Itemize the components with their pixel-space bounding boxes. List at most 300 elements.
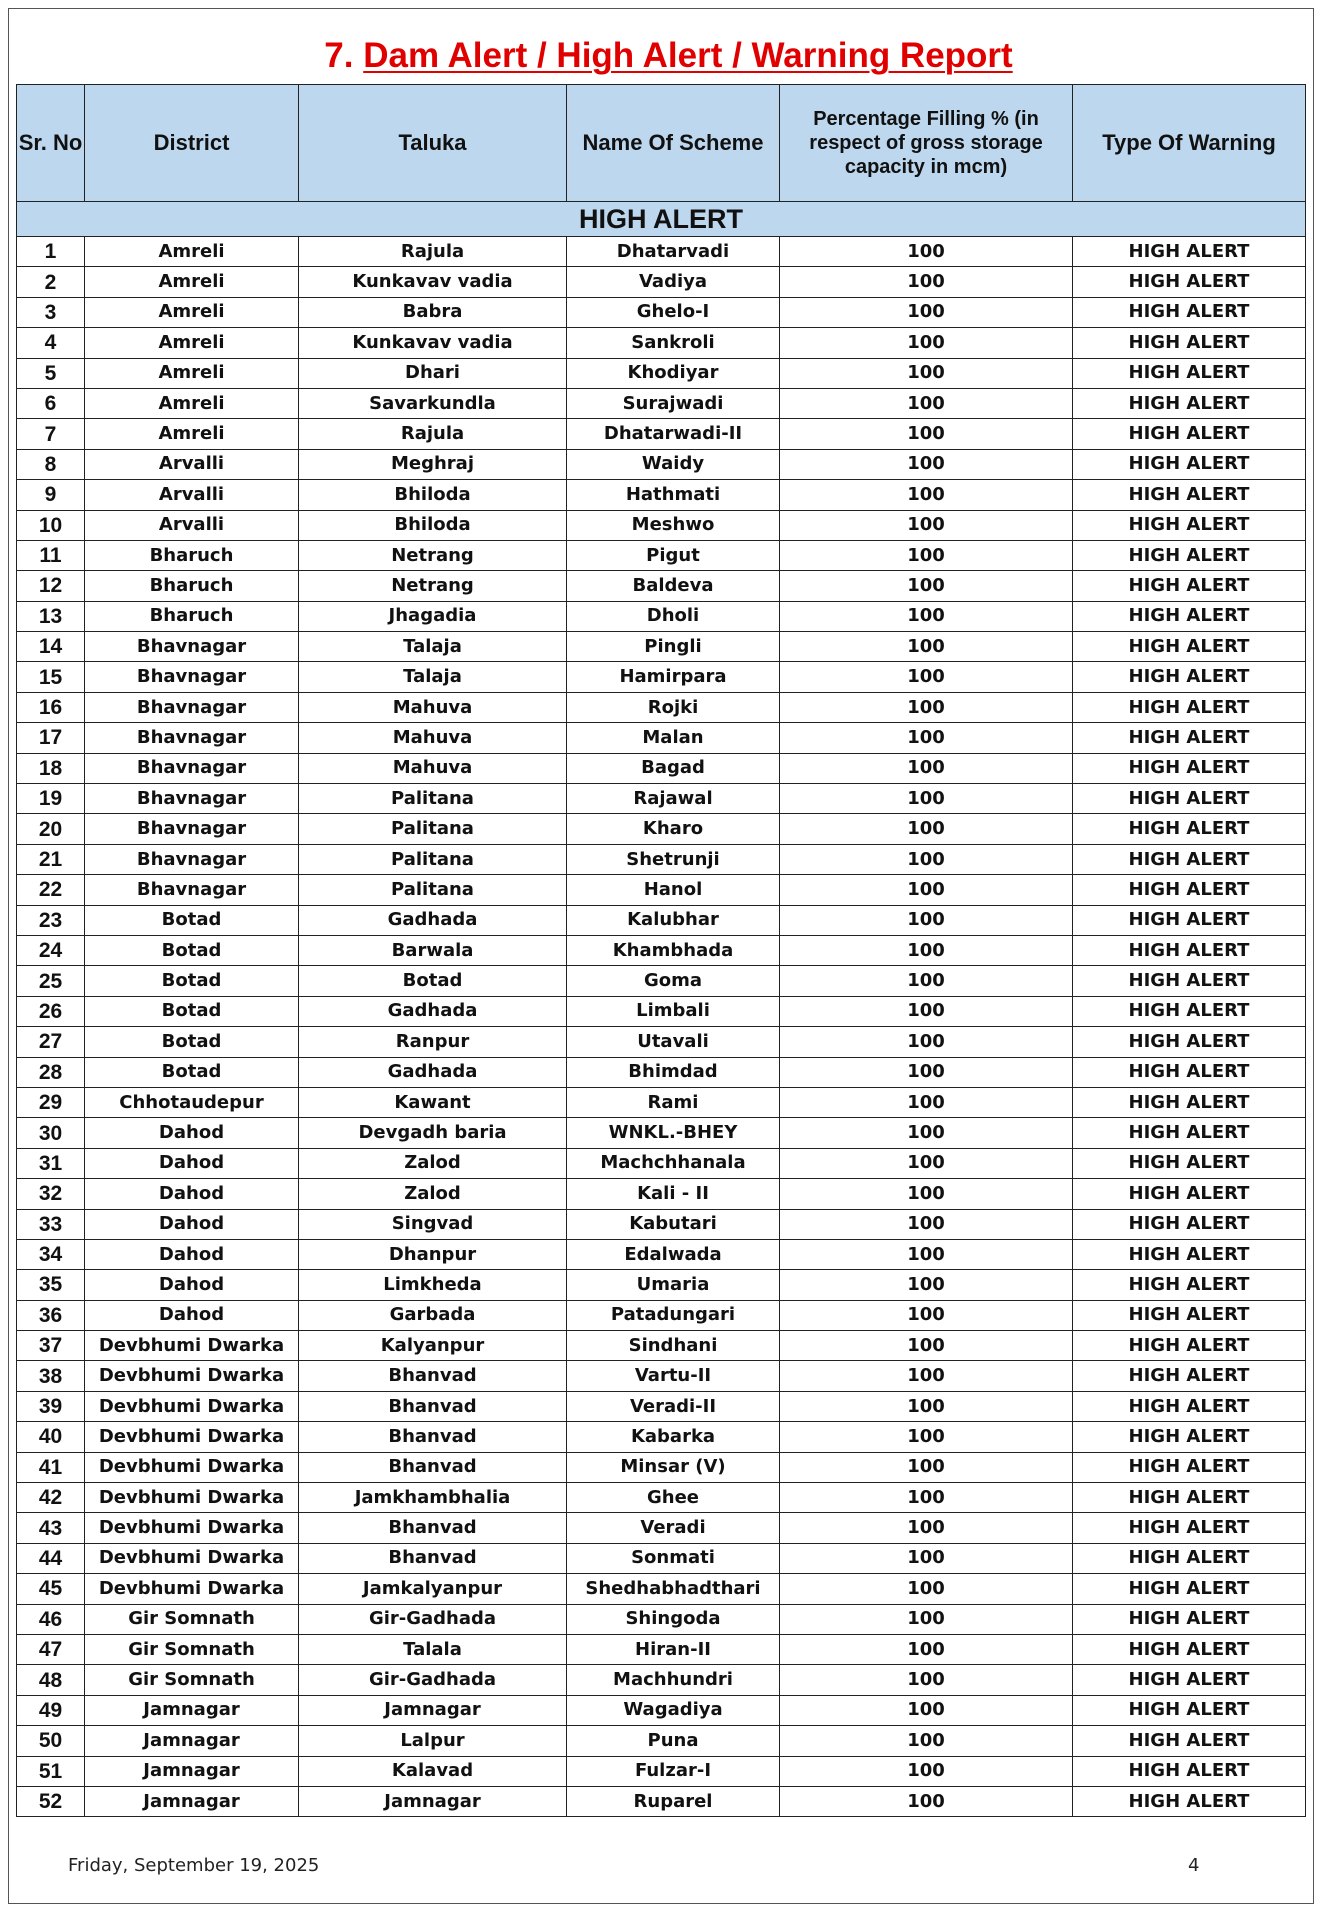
cell-district: Devbhumi Dwarka <box>85 1452 299 1482</box>
cell-district: Dahod <box>85 1239 299 1269</box>
cell-sr-no: 47 <box>17 1634 85 1664</box>
table-row <box>17 692 1306 722</box>
cell-scheme: Pigut <box>567 540 780 570</box>
cell-taluka: Jamnagar <box>299 1786 567 1816</box>
cell-percentage: 100 <box>780 328 1073 358</box>
table-row <box>17 510 1306 540</box>
cell-percentage: 100 <box>780 237 1073 267</box>
cell-percentage: 100 <box>780 662 1073 692</box>
cell-warning: HIGH ALERT <box>1073 1361 1306 1391</box>
table-row <box>17 1422 1306 1452</box>
table-row <box>17 784 1306 814</box>
table-row <box>17 1483 1306 1513</box>
cell-scheme: Fulzar-I <box>567 1756 780 1786</box>
cell-warning: HIGH ALERT <box>1073 1179 1306 1209</box>
cell-taluka: Limkheda <box>299 1270 567 1300</box>
cell-taluka: Dhari <box>299 358 567 388</box>
cell-taluka: Zalod <box>299 1179 567 1209</box>
table-row <box>17 996 1306 1026</box>
cell-percentage: 100 <box>780 1665 1073 1695</box>
cell-district: Bhavnagar <box>85 844 299 874</box>
cell-percentage: 100 <box>780 1148 1073 1178</box>
table-row <box>17 1239 1306 1269</box>
cell-taluka: Rajula <box>299 237 567 267</box>
cell-percentage: 100 <box>780 1543 1073 1573</box>
cell-taluka: Bhiloda <box>299 510 567 540</box>
cell-sr-no: 16 <box>17 692 85 722</box>
table-body <box>17 237 1306 1817</box>
cell-district: Devbhumi Dwarka <box>85 1483 299 1513</box>
footer-date: Friday, September 19, 2025 <box>68 1855 320 1876</box>
cell-scheme: Shetrunji <box>567 844 780 874</box>
cell-sr-no: 10 <box>17 510 85 540</box>
header-percentage: Percentage Filling % (in respect of gross storage capacity in mcm) <box>780 85 1073 202</box>
header-scheme: Name Of Scheme <box>567 85 780 202</box>
table-row <box>17 1574 1306 1604</box>
table-row <box>17 480 1306 510</box>
cell-warning: HIGH ALERT <box>1073 1270 1306 1300</box>
cell-taluka: Bhanvad <box>299 1422 567 1452</box>
table-row <box>17 1300 1306 1330</box>
cell-scheme: Bagad <box>567 753 780 783</box>
cell-scheme: Machchhanala <box>567 1148 780 1178</box>
cell-sr-no: 38 <box>17 1361 85 1391</box>
cell-scheme: Kabarka <box>567 1422 780 1452</box>
cell-warning: HIGH ALERT <box>1073 1452 1306 1482</box>
cell-warning: HIGH ALERT <box>1073 1513 1306 1543</box>
cell-scheme: Hanol <box>567 875 780 905</box>
cell-scheme: Sonmati <box>567 1543 780 1573</box>
cell-warning: HIGH ALERT <box>1073 662 1306 692</box>
cell-sr-no: 29 <box>17 1087 85 1117</box>
cell-percentage: 100 <box>780 814 1073 844</box>
cell-warning: HIGH ALERT <box>1073 632 1306 662</box>
cell-percentage: 100 <box>780 1513 1073 1543</box>
cell-scheme: Vartu-II <box>567 1361 780 1391</box>
cell-taluka: Gir-Gadhada <box>299 1665 567 1695</box>
cell-taluka: Gadhada <box>299 996 567 1026</box>
cell-district: Botad <box>85 1027 299 1057</box>
cell-scheme: Ghelo-I <box>567 297 780 327</box>
cell-sr-no: 22 <box>17 875 85 905</box>
cell-warning: HIGH ALERT <box>1073 1057 1306 1087</box>
table-row <box>17 1361 1306 1391</box>
cell-scheme: Goma <box>567 966 780 996</box>
cell-percentage: 100 <box>780 1209 1073 1239</box>
cell-sr-no: 6 <box>17 388 85 418</box>
cell-district: Botad <box>85 996 299 1026</box>
cell-percentage: 100 <box>780 1239 1073 1269</box>
table-row <box>17 1604 1306 1634</box>
page-number: 4 <box>1188 1855 1200 1876</box>
cell-percentage: 100 <box>780 1422 1073 1452</box>
cell-percentage: 100 <box>780 632 1073 662</box>
cell-sr-no: 44 <box>17 1543 85 1573</box>
cell-scheme: Sankroli <box>567 328 780 358</box>
cell-percentage: 100 <box>780 1726 1073 1756</box>
cell-warning: HIGH ALERT <box>1073 267 1306 297</box>
cell-scheme: Hiran-II <box>567 1634 780 1664</box>
cell-taluka: Bhanvad <box>299 1391 567 1421</box>
cell-district: Bhavnagar <box>85 784 299 814</box>
cell-district: Jamnagar <box>85 1786 299 1816</box>
cell-sr-no: 9 <box>17 480 85 510</box>
cell-sr-no: 18 <box>17 753 85 783</box>
cell-taluka: Barwala <box>299 935 567 965</box>
cell-scheme: Pingli <box>567 632 780 662</box>
cell-scheme: Patadungari <box>567 1300 780 1330</box>
header-warning: Type Of Warning <box>1073 85 1306 202</box>
cell-taluka: Gadhada <box>299 905 567 935</box>
cell-sr-no: 34 <box>17 1239 85 1269</box>
cell-percentage: 100 <box>780 905 1073 935</box>
cell-sr-no: 28 <box>17 1057 85 1087</box>
cell-district: Arvalli <box>85 449 299 479</box>
cell-taluka: Palitana <box>299 784 567 814</box>
cell-percentage: 100 <box>780 753 1073 783</box>
cell-district: Botad <box>85 905 299 935</box>
cell-sr-no: 3 <box>17 297 85 327</box>
cell-district: Dahod <box>85 1179 299 1209</box>
table-row <box>17 601 1306 631</box>
cell-warning: HIGH ALERT <box>1073 1726 1306 1756</box>
cell-scheme: Edalwada <box>567 1239 780 1269</box>
cell-percentage: 100 <box>780 935 1073 965</box>
table-row <box>17 1057 1306 1087</box>
cell-scheme: Dhatarvadi <box>567 237 780 267</box>
cell-taluka: Mahuva <box>299 753 567 783</box>
cell-district: Bhavnagar <box>85 875 299 905</box>
cell-scheme: Shedhabhadthari <box>567 1574 780 1604</box>
cell-district: Botad <box>85 966 299 996</box>
cell-scheme: Rajawal <box>567 784 780 814</box>
table-row <box>17 1118 1306 1148</box>
cell-taluka: Jamkhambhalia <box>299 1483 567 1513</box>
cell-scheme: Baldeva <box>567 571 780 601</box>
cell-sr-no: 33 <box>17 1209 85 1239</box>
cell-district: Amreli <box>85 237 299 267</box>
cell-percentage: 100 <box>780 1756 1073 1786</box>
cell-warning: HIGH ALERT <box>1073 1148 1306 1178</box>
table-row <box>17 1027 1306 1057</box>
cell-district: Devbhumi Dwarka <box>85 1543 299 1573</box>
cell-taluka: Meghraj <box>299 449 567 479</box>
cell-warning: HIGH ALERT <box>1073 601 1306 631</box>
cell-percentage: 100 <box>780 1057 1073 1087</box>
cell-district: Devbhumi Dwarka <box>85 1361 299 1391</box>
header-district: District <box>85 85 299 202</box>
table-row <box>17 571 1306 601</box>
cell-sr-no: 32 <box>17 1179 85 1209</box>
title-text: Dam Alert / High Alert / Warning Report <box>363 36 1013 75</box>
cell-scheme: Khodiyar <box>567 358 780 388</box>
cell-sr-no: 31 <box>17 1148 85 1178</box>
cell-district: Bhavnagar <box>85 753 299 783</box>
cell-sr-no: 4 <box>17 328 85 358</box>
cell-scheme: Dholi <box>567 601 780 631</box>
table-row <box>17 1209 1306 1239</box>
section-row <box>17 202 1306 237</box>
cell-warning: HIGH ALERT <box>1073 388 1306 418</box>
cell-percentage: 100 <box>780 1179 1073 1209</box>
cell-sr-no: 14 <box>17 632 85 662</box>
cell-percentage: 100 <box>780 1452 1073 1482</box>
cell-scheme: Dhatarwadi-II <box>567 419 780 449</box>
cell-district: Devbhumi Dwarka <box>85 1331 299 1361</box>
cell-sr-no: 25 <box>17 966 85 996</box>
cell-percentage: 100 <box>780 297 1073 327</box>
cell-scheme: Umaria <box>567 1270 780 1300</box>
cell-district: Devbhumi Dwarka <box>85 1513 299 1543</box>
cell-percentage: 100 <box>780 449 1073 479</box>
table-row <box>17 1391 1306 1421</box>
cell-percentage: 100 <box>780 510 1073 540</box>
cell-district: Chhotaudepur <box>85 1087 299 1117</box>
cell-warning: HIGH ALERT <box>1073 328 1306 358</box>
cell-warning: HIGH ALERT <box>1073 753 1306 783</box>
cell-percentage: 100 <box>780 723 1073 753</box>
cell-scheme: Kharo <box>567 814 780 844</box>
cell-percentage: 100 <box>780 1574 1073 1604</box>
cell-taluka: Kalyanpur <box>299 1331 567 1361</box>
cell-warning: HIGH ALERT <box>1073 1574 1306 1604</box>
table-row <box>17 844 1306 874</box>
table-row <box>17 449 1306 479</box>
cell-district: Dahod <box>85 1118 299 1148</box>
cell-scheme: Puna <box>567 1726 780 1756</box>
cell-percentage: 100 <box>780 1270 1073 1300</box>
table-row <box>17 632 1306 662</box>
table-row <box>17 358 1306 388</box>
cell-district: Bhavnagar <box>85 632 299 662</box>
cell-sr-no: 11 <box>17 540 85 570</box>
cell-sr-no: 21 <box>17 844 85 874</box>
cell-taluka: Kunkavav vadia <box>299 267 567 297</box>
cell-warning: HIGH ALERT <box>1073 996 1306 1026</box>
cell-district: Bhavnagar <box>85 692 299 722</box>
cell-warning: HIGH ALERT <box>1073 784 1306 814</box>
cell-scheme: Rami <box>567 1087 780 1117</box>
cell-warning: HIGH ALERT <box>1073 844 1306 874</box>
cell-district: Jamnagar <box>85 1756 299 1786</box>
cell-taluka: Bhanvad <box>299 1543 567 1573</box>
cell-taluka: Savarkundla <box>299 388 567 418</box>
cell-warning: HIGH ALERT <box>1073 1391 1306 1421</box>
table-row <box>17 1786 1306 1816</box>
cell-sr-no: 13 <box>17 601 85 631</box>
cell-percentage: 100 <box>780 966 1073 996</box>
cell-percentage: 100 <box>780 1695 1073 1725</box>
table-header-row <box>17 85 1306 202</box>
cell-sr-no: 2 <box>17 267 85 297</box>
table-row <box>17 723 1306 753</box>
cell-warning: HIGH ALERT <box>1073 1422 1306 1452</box>
cell-taluka: Bhiloda <box>299 480 567 510</box>
cell-warning: HIGH ALERT <box>1073 1209 1306 1239</box>
cell-warning: HIGH ALERT <box>1073 480 1306 510</box>
cell-warning: HIGH ALERT <box>1073 1786 1306 1816</box>
table-row <box>17 753 1306 783</box>
cell-scheme: Bhimdad <box>567 1057 780 1087</box>
cell-taluka: Ranpur <box>299 1027 567 1057</box>
cell-percentage: 100 <box>780 540 1073 570</box>
cell-district: Bhavnagar <box>85 662 299 692</box>
cell-warning: HIGH ALERT <box>1073 1087 1306 1117</box>
cell-percentage: 100 <box>780 1331 1073 1361</box>
table-row <box>17 419 1306 449</box>
cell-scheme: Veradi-II <box>567 1391 780 1421</box>
cell-taluka: Zalod <box>299 1148 567 1178</box>
cell-taluka: Bhanvad <box>299 1361 567 1391</box>
cell-sr-no: 37 <box>17 1331 85 1361</box>
cell-taluka: Netrang <box>299 571 567 601</box>
cell-taluka: Talala <box>299 1634 567 1664</box>
cell-warning: HIGH ALERT <box>1073 692 1306 722</box>
cell-taluka: Netrang <box>299 540 567 570</box>
cell-warning: HIGH ALERT <box>1073 1665 1306 1695</box>
cell-sr-no: 24 <box>17 935 85 965</box>
cell-taluka: Mahuva <box>299 692 567 722</box>
table-row <box>17 1543 1306 1573</box>
cell-warning: HIGH ALERT <box>1073 297 1306 327</box>
cell-scheme: Minsar (V) <box>567 1452 780 1482</box>
cell-percentage: 100 <box>780 388 1073 418</box>
title-number: 7. <box>324 36 354 75</box>
cell-sr-no: 35 <box>17 1270 85 1300</box>
cell-taluka: Talaja <box>299 662 567 692</box>
cell-scheme: Limbali <box>567 996 780 1026</box>
cell-percentage: 100 <box>780 1634 1073 1664</box>
cell-taluka: Babra <box>299 297 567 327</box>
cell-warning: HIGH ALERT <box>1073 1331 1306 1361</box>
table-row <box>17 388 1306 418</box>
cell-percentage: 100 <box>780 692 1073 722</box>
cell-sr-no: 20 <box>17 814 85 844</box>
cell-district: Dahod <box>85 1209 299 1239</box>
table-row <box>17 1665 1306 1695</box>
table-row <box>17 1634 1306 1664</box>
cell-district: Dahod <box>85 1270 299 1300</box>
cell-district: Devbhumi Dwarka <box>85 1422 299 1452</box>
cell-warning: HIGH ALERT <box>1073 875 1306 905</box>
cell-scheme: Machhundri <box>567 1665 780 1695</box>
cell-percentage: 100 <box>780 1604 1073 1634</box>
cell-taluka: Kalavad <box>299 1756 567 1786</box>
cell-taluka: Lalpur <box>299 1726 567 1756</box>
cell-sr-no: 45 <box>17 1574 85 1604</box>
cell-warning: HIGH ALERT <box>1073 1300 1306 1330</box>
cell-warning: HIGH ALERT <box>1073 905 1306 935</box>
cell-sr-no: 26 <box>17 996 85 1026</box>
cell-warning: HIGH ALERT <box>1073 510 1306 540</box>
table-row <box>17 540 1306 570</box>
cell-sr-no: 8 <box>17 449 85 479</box>
cell-percentage: 100 <box>780 996 1073 1026</box>
cell-sr-no: 12 <box>17 571 85 601</box>
cell-sr-no: 39 <box>17 1391 85 1421</box>
table-row <box>17 966 1306 996</box>
cell-district: Gir Somnath <box>85 1665 299 1695</box>
cell-percentage: 100 <box>780 1786 1073 1816</box>
table-row <box>17 1270 1306 1300</box>
table-row <box>17 328 1306 358</box>
cell-percentage: 100 <box>780 571 1073 601</box>
cell-district: Jamnagar <box>85 1695 299 1725</box>
cell-sr-no: 19 <box>17 784 85 814</box>
cell-warning: HIGH ALERT <box>1073 966 1306 996</box>
cell-scheme: Malan <box>567 723 780 753</box>
cell-district: Dahod <box>85 1300 299 1330</box>
cell-district: Arvalli <box>85 510 299 540</box>
cell-taluka: Botad <box>299 966 567 996</box>
cell-district: Amreli <box>85 388 299 418</box>
table-row <box>17 1756 1306 1786</box>
cell-taluka: Talaja <box>299 632 567 662</box>
cell-sr-no: 15 <box>17 662 85 692</box>
cell-sr-no: 50 <box>17 1726 85 1756</box>
cell-sr-no: 51 <box>17 1756 85 1786</box>
cell-district: Arvalli <box>85 480 299 510</box>
cell-taluka: Bhanvad <box>299 1452 567 1482</box>
cell-district: Botad <box>85 1057 299 1087</box>
cell-district: Devbhumi Dwarka <box>85 1574 299 1604</box>
cell-district: Amreli <box>85 358 299 388</box>
cell-percentage: 100 <box>780 601 1073 631</box>
cell-district: Devbhumi Dwarka <box>85 1391 299 1421</box>
cell-taluka: Jamnagar <box>299 1695 567 1725</box>
table-row <box>17 237 1306 267</box>
cell-sr-no: 40 <box>17 1422 85 1452</box>
cell-scheme: Utavali <box>567 1027 780 1057</box>
table-row <box>17 1513 1306 1543</box>
cell-sr-no: 41 <box>17 1452 85 1482</box>
cell-taluka: Dhanpur <box>299 1239 567 1269</box>
table-row <box>17 905 1306 935</box>
cell-district: Botad <box>85 935 299 965</box>
section-label: HIGH ALERT <box>17 202 1306 237</box>
cell-percentage: 100 <box>780 358 1073 388</box>
report-title <box>16 36 1321 76</box>
cell-percentage: 100 <box>780 480 1073 510</box>
cell-scheme: Kali - II <box>567 1179 780 1209</box>
cell-taluka: Devgadh baria <box>299 1118 567 1148</box>
cell-scheme: Shingoda <box>567 1604 780 1634</box>
cell-warning: HIGH ALERT <box>1073 237 1306 267</box>
cell-scheme: Hathmati <box>567 480 780 510</box>
table-row <box>17 1331 1306 1361</box>
cell-warning: HIGH ALERT <box>1073 571 1306 601</box>
cell-scheme: Rojki <box>567 692 780 722</box>
cell-sr-no: 43 <box>17 1513 85 1543</box>
cell-percentage: 100 <box>780 784 1073 814</box>
cell-scheme: Khambhada <box>567 935 780 965</box>
cell-district: Amreli <box>85 328 299 358</box>
cell-taluka: Kawant <box>299 1087 567 1117</box>
cell-warning: HIGH ALERT <box>1073 814 1306 844</box>
cell-sr-no: 23 <box>17 905 85 935</box>
cell-sr-no: 30 <box>17 1118 85 1148</box>
table-row <box>17 1179 1306 1209</box>
cell-sr-no: 46 <box>17 1604 85 1634</box>
cell-scheme: Ghee <box>567 1483 780 1513</box>
cell-warning: HIGH ALERT <box>1073 723 1306 753</box>
cell-district: Dahod <box>85 1148 299 1178</box>
cell-taluka: Jhagadia <box>299 601 567 631</box>
cell-percentage: 100 <box>780 1118 1073 1148</box>
cell-sr-no: 1 <box>17 237 85 267</box>
table-row <box>17 267 1306 297</box>
cell-taluka: Palitana <box>299 814 567 844</box>
